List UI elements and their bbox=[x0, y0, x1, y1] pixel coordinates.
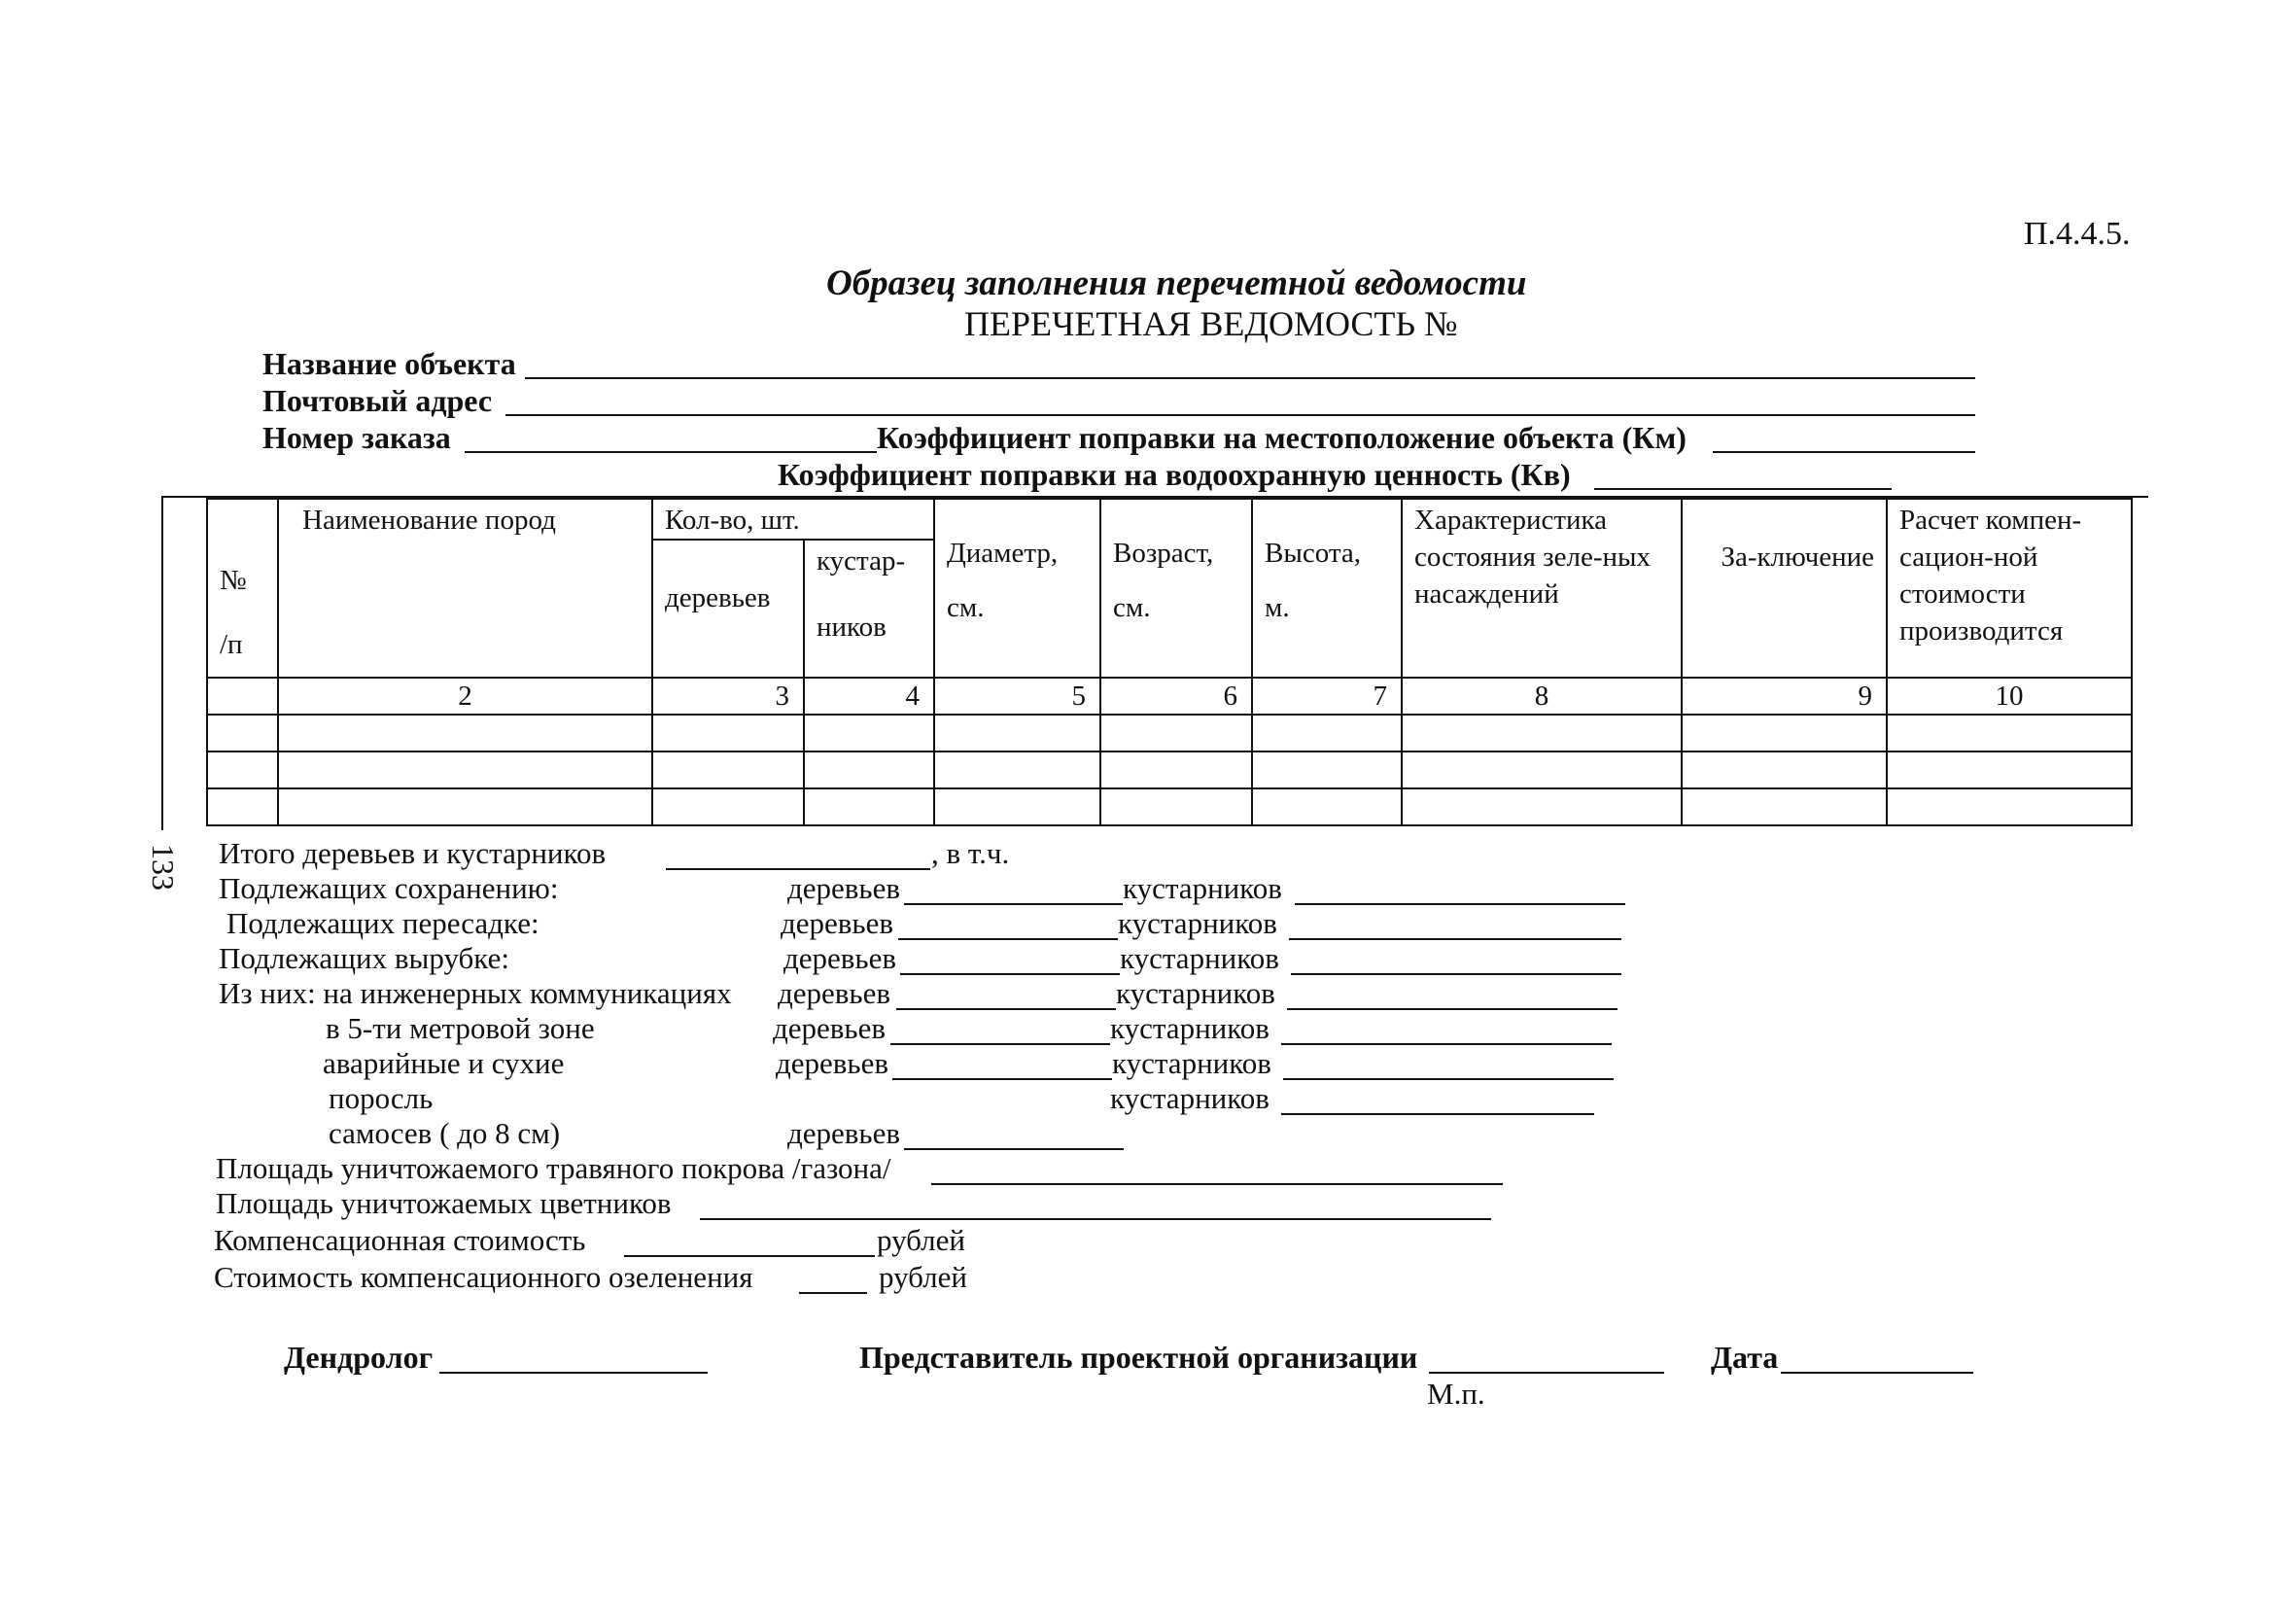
table-row bbox=[207, 788, 2132, 825]
postal-address-label: Почтовый адрес bbox=[262, 383, 493, 418]
date-field[interactable] bbox=[1781, 1372, 1973, 1374]
table-cell[interactable] bbox=[278, 788, 652, 825]
landscaping-cost-field[interactable] bbox=[799, 1292, 867, 1294]
header-cell-age bbox=[1100, 499, 1252, 678]
table-row bbox=[207, 752, 2132, 788]
table-cell[interactable] bbox=[1887, 715, 2132, 752]
postal-address-field[interactable] bbox=[505, 414, 1975, 416]
object-name-label: Название объекта bbox=[262, 346, 516, 381]
zone-shrubs-label: кустарников bbox=[1110, 1011, 1270, 1045]
growth-shrubs-label: кустарников bbox=[1110, 1081, 1270, 1115]
column-number-cell: 8 bbox=[1402, 678, 1682, 715]
table-cell[interactable] bbox=[804, 752, 934, 788]
transplant-label: Подлежащих пересадке: bbox=[226, 906, 539, 940]
comp-cost-field[interactable] bbox=[624, 1255, 875, 1257]
header-height-bottom: м. bbox=[1265, 592, 1290, 623]
comp-cost-label: Компенсационная стоимость bbox=[214, 1223, 586, 1257]
transplant-trees-label: деревьев bbox=[781, 906, 893, 940]
cut-shrubs-field[interactable] bbox=[1291, 973, 1621, 975]
kv-label: Коэффициент поправки на водоохранную ценность (Кв) bbox=[778, 457, 1571, 492]
table-cell[interactable] bbox=[1100, 788, 1252, 825]
self-seeded-label: самосев ( до 8 см) bbox=[329, 1116, 561, 1150]
header-diameter-top: Диаметр, bbox=[947, 538, 1059, 569]
object-name-field[interactable] bbox=[525, 377, 1975, 379]
header-condition: Характеристика состояния зеле-ных насаждений bbox=[1414, 505, 1652, 610]
column-number-cell: 10 bbox=[1887, 678, 2132, 715]
self-seeded-trees-label: деревьев bbox=[787, 1116, 900, 1150]
header-number-bottom: /п bbox=[220, 629, 243, 660]
table-cell[interactable] bbox=[934, 715, 1100, 752]
table-cell[interactable] bbox=[1402, 752, 1682, 788]
landscaping-cost-rubles: рублей bbox=[879, 1260, 968, 1294]
km-field[interactable] bbox=[1713, 451, 1975, 453]
left-margin-rule bbox=[161, 496, 163, 830]
table-cell[interactable] bbox=[1682, 752, 1887, 788]
table-cell[interactable] bbox=[207, 715, 278, 752]
preserve-shrubs-label: кустарников bbox=[1123, 871, 1282, 905]
table-cell[interactable] bbox=[278, 715, 652, 752]
table-cell[interactable] bbox=[1252, 715, 1402, 752]
page-number: 133 bbox=[146, 844, 181, 891]
table-cell[interactable] bbox=[1402, 788, 1682, 825]
column-number-cell: 6 bbox=[1100, 678, 1252, 715]
total-label: Итого деревьев и кустарников bbox=[219, 836, 607, 870]
header-cell-condition bbox=[1402, 499, 1682, 678]
lawn-area-field[interactable] bbox=[931, 1183, 1503, 1185]
table-cell[interactable] bbox=[934, 752, 1100, 788]
flowerbed-area-label: Площадь уничтожаемых цветников bbox=[216, 1186, 672, 1220]
header-cell-conclusion bbox=[1682, 499, 1887, 678]
table-cell[interactable] bbox=[1100, 752, 1252, 788]
table-cell[interactable] bbox=[652, 752, 804, 788]
table-cell[interactable] bbox=[1887, 788, 2132, 825]
of-them-label: Из них: на инженерных коммуникациях bbox=[219, 976, 732, 1010]
transplant-shrubs-label: кустарников bbox=[1118, 906, 1277, 940]
landscaping-cost-label: Стоимость компенсационного озеленения bbox=[214, 1260, 753, 1294]
representative-field[interactable] bbox=[1429, 1372, 1664, 1374]
total-field[interactable] bbox=[666, 868, 930, 870]
column-number-cell: 7 bbox=[1252, 678, 1402, 715]
growth-shrubs-field[interactable] bbox=[1281, 1113, 1594, 1115]
preserve-trees-label: деревьев bbox=[787, 871, 900, 905]
table-cell[interactable] bbox=[278, 752, 652, 788]
table-cell[interactable] bbox=[1252, 752, 1402, 788]
header-conclusion: За-ключение bbox=[1721, 542, 1874, 573]
document-code: П.4.4.5. bbox=[2024, 216, 2131, 252]
comm-shrubs-label: кустарников bbox=[1116, 976, 1275, 1010]
table-cell[interactable] bbox=[1887, 752, 2132, 788]
growth-label: поросль bbox=[329, 1081, 434, 1115]
survey-table bbox=[206, 498, 2133, 826]
transplant-trees-field[interactable] bbox=[898, 938, 1118, 940]
lawn-area-label: Площадь уничтожаемого травяного покрова /газона/ bbox=[216, 1151, 891, 1185]
order-number-field[interactable] bbox=[465, 451, 877, 453]
header-age-top: Возраст, bbox=[1113, 538, 1214, 569]
zone-label: в 5-ти метровой зоне bbox=[326, 1011, 595, 1045]
column-number-cell: 2 bbox=[278, 678, 652, 715]
column-number-cell: 5 bbox=[934, 678, 1100, 715]
table-row bbox=[207, 715, 2132, 752]
self-seeded-trees-field[interactable] bbox=[904, 1148, 1124, 1150]
document-title: ПЕРЕЧЕТНАЯ ВЕДОМОСТЬ № bbox=[964, 304, 1458, 343]
header-cell-trees bbox=[652, 540, 804, 678]
header-species: Наименование пород bbox=[302, 505, 556, 536]
header-cell-shrubs bbox=[804, 540, 934, 678]
representative-label: Представитель проектной организации bbox=[859, 1340, 1418, 1375]
zone-shrubs-field[interactable] bbox=[1281, 1043, 1612, 1045]
header-count: Кол-во, шт. bbox=[665, 505, 800, 536]
table-cell[interactable] bbox=[804, 715, 934, 752]
dendrologist-field[interactable] bbox=[439, 1372, 708, 1374]
flowerbed-area-field[interactable] bbox=[700, 1218, 1491, 1220]
preserve-trees-field[interactable] bbox=[904, 903, 1123, 905]
column-numbers-row bbox=[207, 678, 2132, 715]
table-cell[interactable] bbox=[652, 715, 804, 752]
preserve-label: Подлежащих сохранению: bbox=[219, 871, 559, 905]
header-height-top: Высота, bbox=[1265, 538, 1361, 569]
column-number-cell: 9 bbox=[1682, 678, 1887, 715]
header-cell-number bbox=[207, 499, 278, 678]
date-label: Дата bbox=[1711, 1340, 1779, 1375]
header-cell-species bbox=[278, 499, 652, 678]
emergency-trees-label: деревьев bbox=[776, 1046, 888, 1080]
stamp-label: М.п. bbox=[1427, 1377, 1485, 1411]
table-cell[interactable] bbox=[1402, 715, 1682, 752]
emergency-trees-field[interactable] bbox=[892, 1078, 1112, 1080]
header-cell-height bbox=[1252, 499, 1402, 678]
header-shrubs-bottom: ников bbox=[817, 612, 887, 643]
comm-shrubs-field[interactable] bbox=[1287, 1008, 1618, 1010]
total-suffix: , в т.ч. bbox=[931, 836, 1010, 870]
table-cell[interactable] bbox=[804, 788, 934, 825]
table-cell[interactable] bbox=[652, 788, 804, 825]
header-shrubs-top: кустар- bbox=[817, 545, 906, 577]
emergency-label: аварийные и сухие bbox=[323, 1046, 565, 1080]
cut-label: Подлежащих вырубке: bbox=[219, 941, 509, 975]
table-cell[interactable] bbox=[207, 752, 278, 788]
table-cell[interactable] bbox=[1682, 715, 1887, 752]
emergency-shrubs-field[interactable] bbox=[1283, 1078, 1614, 1080]
order-number-label: Номер заказа bbox=[262, 420, 451, 455]
comm-trees-field[interactable] bbox=[896, 1008, 1116, 1010]
document-subtitle: Образец заполнения перечетной ведомости bbox=[826, 263, 1527, 303]
header-number-top: № bbox=[220, 565, 247, 596]
dendrologist-label: Дендролог bbox=[284, 1340, 434, 1375]
header-cell-compensation bbox=[1887, 499, 2132, 678]
column-number-cell bbox=[207, 678, 278, 715]
header-diameter-bottom: см. bbox=[947, 592, 985, 623]
cut-trees-field[interactable] bbox=[900, 973, 1120, 975]
cut-shrubs-label: кустарников bbox=[1120, 941, 1279, 975]
table-cell[interactable] bbox=[1252, 788, 1402, 825]
kv-field[interactable] bbox=[1594, 488, 1892, 490]
table-cell[interactable] bbox=[1100, 715, 1252, 752]
header-trees: деревьев bbox=[665, 582, 771, 613]
emergency-shrubs-label: кустарников bbox=[1112, 1046, 1271, 1080]
column-number-cell: 3 bbox=[652, 678, 804, 715]
table-cell[interactable] bbox=[207, 788, 278, 825]
header-compensation: Расчет компен-сацион-ной стоимости производится bbox=[1899, 505, 2082, 647]
km-label: Коэффициент поправки на местоположение объекта (Км) bbox=[877, 420, 1687, 455]
comp-cost-rubles: рублей bbox=[877, 1223, 966, 1257]
comm-trees-label: деревьев bbox=[778, 976, 890, 1010]
cut-trees-label: деревьев bbox=[783, 941, 896, 975]
table-cell[interactable] bbox=[934, 788, 1100, 825]
zone-trees-label: деревьев bbox=[773, 1011, 886, 1045]
table-cell[interactable] bbox=[1682, 788, 1887, 825]
preserve-shrubs-field[interactable] bbox=[1295, 903, 1625, 905]
column-number-cell: 4 bbox=[804, 678, 934, 715]
zone-trees-field[interactable] bbox=[890, 1043, 1110, 1045]
header-cell-diameter bbox=[934, 499, 1100, 678]
header-age-bottom: см. bbox=[1113, 592, 1151, 623]
transplant-shrubs-field[interactable] bbox=[1289, 938, 1621, 940]
header-cell-count bbox=[652, 499, 934, 540]
